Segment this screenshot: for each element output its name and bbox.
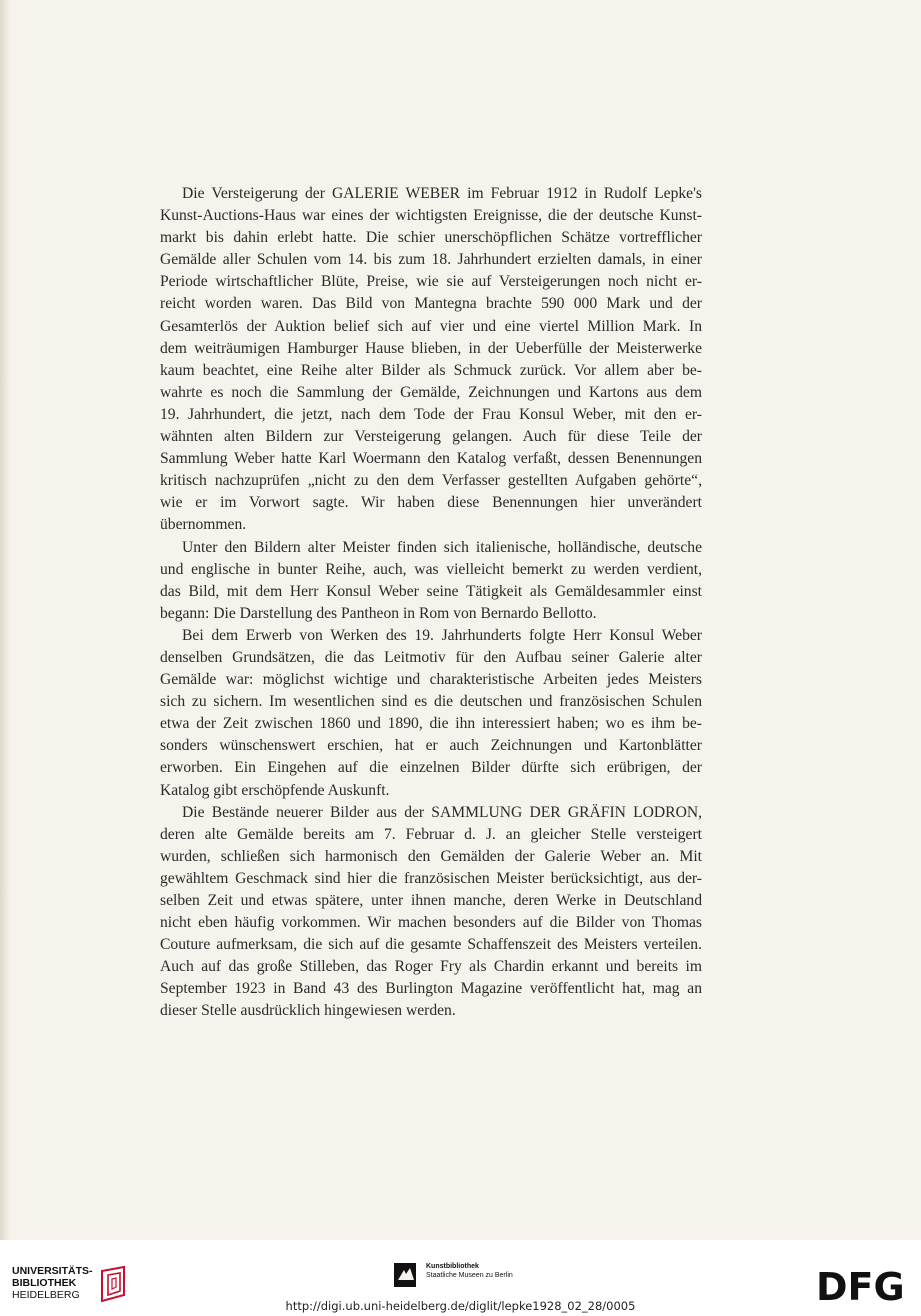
- text-line: sich zu sichern. Im wesentlichen sind es die deutschen und französischen Schulen: [160, 693, 702, 711]
- kb-logo-line1: Kunstbibliothek: [426, 1263, 479, 1270]
- text-line: das Bild, mit dem Herr Konsul Weber seine Tätigkeit als Gemäldesammler einst: [160, 582, 702, 600]
- text-line: Bei dem Erwerb von Werken des 19. Jahrhunderts folgte Herr Konsul Weber: [182, 626, 702, 644]
- text-line: wähnten alten Bildern zur Versteigerung gelangen. Auch für diese Teile der: [160, 428, 702, 446]
- text-line: Couture aufmerksam, die sich auf die gesamte Schaffenszeit des Meisters verteilen.: [160, 936, 702, 954]
- kb-logo-line2: Staatliche Museen zu Berlin: [426, 1272, 513, 1279]
- text-line: erworben. Ein Eingehen auf die einzelnen Bilder dürfte sich erübrigen, der: [160, 759, 702, 777]
- text-line: Gemälde aller Schulen vom 14. bis zum 18. Jahrhundert erzielten damals, in einer: [160, 251, 702, 269]
- text-line: nicht eben häufig vorkommen. Wir machen besonders auf die Bilder von Thomas: [160, 914, 702, 932]
- text-line: wurden, schließen sich harmonisch den Gemälden der Galerie Weber an. Mit: [160, 847, 702, 865]
- ub-logo-line3: HEIDELBERG: [12, 1289, 80, 1301]
- text-line: dieser Stelle ausdrücklich hingewiesen werden.: [160, 1002, 456, 1020]
- text-line: begann: Die Darstellung des Pantheon in Rom von Bernardo Bellotto.: [160, 604, 597, 622]
- text-line: Auch auf das große Stilleben, das Roger Fry als Chardin erkannt und bereits im: [160, 958, 702, 976]
- text-line: übernommen.: [160, 516, 247, 534]
- text-line: Die Bestände neuerer Bilder aus der SAMMLUNG DER GRÄFIN LODRON,: [182, 803, 702, 821]
- text-line: Periode wirtschaftlicher Blüte, Preise, wie sie auf Versteigerungen noch nicht er-: [160, 273, 702, 291]
- text-line: und englische in bunter Reihe, auch, was vielleicht bemerkt zu werden verdient,: [160, 560, 702, 578]
- text-line: markt bis dahin erlebt hatte. Die schier unerschöpflichen Schätze vortrefflicher: [160, 229, 702, 247]
- permalink-url[interactable]: http://digi.ub.uni-heidelberg.de/diglit/lepke1928_02_28/0005: [285, 1299, 636, 1313]
- dfg-logo-text: DFG: [816, 1268, 905, 1304]
- text-line: denselben Grundsätzen, die das Leitmotiv für den Aufbau seiner Galerie alter: [160, 648, 702, 666]
- paragraph: [160, 625, 702, 802]
- text-line: 19. Jahrhundert, die jetzt, nach dem Tode der Frau Konsul Weber, mit den er-: [160, 405, 702, 423]
- text-line: deren alte Gemälde bereits am 7. Februar d. J. an gleicher Stelle versteigert: [160, 825, 702, 843]
- ub-logo-text: [12, 1265, 93, 1301]
- paragraph: [160, 537, 702, 625]
- text-line: selben Zeit und etwas spätere, unter ihnen manche, deren Werke in Deutschland: [160, 892, 702, 909]
- text-line: etwa der Zeit zwischen 1860 und 1890, die ihn interessiert haben; wo es ihm be-: [160, 715, 702, 733]
- ub-logo-line2: BIBLIOTHEK: [12, 1277, 77, 1289]
- body-text: [160, 183, 702, 1023]
- paragraph: [160, 802, 702, 1023]
- text-line: Die Versteigerung der GALERIE WEBER im Februar 1912 in Rudolf Lepke's: [182, 185, 702, 202]
- text-line: wie er im Vorwort sagte. Wir haben diese Benennungen hier unverändert: [160, 494, 702, 512]
- text-line: Kunst-Auctions-Haus war eines der wichtigsten Ereignisse, die der deutsche Kunst-: [160, 207, 702, 225]
- paragraph: [160, 183, 702, 537]
- text-line: September 1923 in Band 43 des Burlington Magazine veröffentlicht hat, mag an: [160, 980, 702, 998]
- dfg-logo[interactable]: [816, 1268, 912, 1304]
- text-line: dem weiträumigen Hamburger Hause blieben, in der Ueberfülle der Meisterwerke: [160, 339, 702, 357]
- text-line: Unter den Bildern alter Meister finden sich italienische, holländische, deutsche: [182, 538, 702, 556]
- text-line: reicht worden waren. Das Bild von Mantegna brachte 590 000 Mark und der: [160, 295, 702, 313]
- ub-logo-line1: UNIVERSITÄTS-: [12, 1265, 93, 1277]
- text-line: gewähltem Geschmack sind hier die französischen Meister berücksichtigt, aus der-: [160, 869, 702, 887]
- kunstbibliothek-logo[interactable]: [392, 1262, 542, 1290]
- text-line: kaum beachtet, eine Reihe alter Bilder als Schmuck zurück. Vor allem aber be-: [160, 361, 702, 379]
- kunstbibliothek-emblem-icon: [392, 1262, 420, 1288]
- text-line: Katalog gibt erschöpfende Auskunft.: [160, 781, 390, 799]
- text-line: Gesamterlös der Auktion belief sich auf vier und eine viertel Million Mark. In: [160, 317, 702, 335]
- text-line: kritisch nachzuprüfen „nicht zu den dem Verfasser gestellten Aufgaben gehörte“,: [160, 472, 702, 490]
- page-shadow-edge: [0, 0, 10, 1240]
- text-line: Sammlung Weber hatte Karl Woermann den Katalog verfaßt, dessen Benennungen: [160, 450, 702, 468]
- text-line: wahrte es noch die Sammlung der Gemälde, Zeichnungen und Kartons aus dem: [160, 383, 702, 401]
- text-line: Gemälde war: möglichst wichtige und charakteristische Arbeiten jedes Meisters: [160, 671, 702, 689]
- text-line: sonders wünschenswert erschien, hat er auch Zeichnungen und Kartonblätter: [160, 737, 702, 755]
